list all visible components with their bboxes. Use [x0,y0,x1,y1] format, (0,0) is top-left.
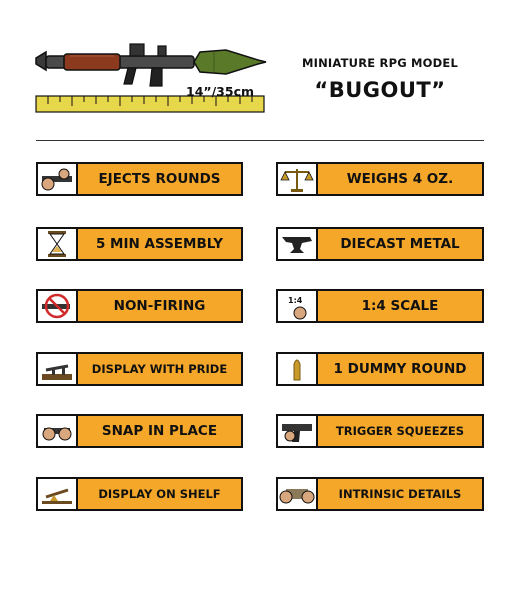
feature-diecast [276,227,484,261]
anvil-icon [278,229,318,259]
section-divider [36,140,484,141]
feature-label: 1:4 SCALE [361,298,439,314]
feature-label: NON-FIRING [113,298,206,314]
feature-label: DISPLAY WITH PRIDE [91,362,228,376]
feature-scale [276,289,484,323]
feature-label: DISPLAY ON SHELF [98,487,221,501]
scale-tag-icon [278,291,318,321]
feature-assembly [36,227,243,261]
shelf-icon [38,479,78,509]
feature-dummy-round [276,352,484,386]
no-firing-icon [38,291,78,321]
svg-text:1:4: 1:4 [288,296,303,305]
feature-weighs [276,162,484,196]
feature-non-firing [36,289,243,323]
display-stand-icon [38,354,78,384]
feature-label: SNAP IN PLACE [101,423,218,439]
bullet-icon [278,354,318,384]
feature-shelf [36,477,243,511]
feature-ejects-rounds [36,162,243,196]
snap-hands-icon [38,416,78,446]
feature-display-pride [36,352,243,386]
feature-label: DIECAST METAL [340,236,460,252]
balance-scale-icon [278,164,318,194]
detail-hands-icon [278,479,318,509]
feature-details [276,477,484,511]
trigger-icon [278,416,318,446]
hands-loading-icon [38,164,78,194]
feature-trigger [276,414,484,448]
feature-label: INTRINSIC DETAILS [338,487,462,501]
feature-snap [36,414,243,448]
feature-label: 1 DUMMY ROUND [333,361,467,377]
dimension-label: 14”/35cm [186,84,255,99]
product-title: “BUGOUT” [314,78,446,102]
hourglass-icon [38,229,78,259]
feature-label: 5 MIN ASSEMBLY [95,236,224,252]
feature-label: WEIGHS 4 OZ. [346,171,454,187]
feature-label: EJECTS ROUNDS [98,171,221,187]
feature-label: TRIGGER SQUEEZES [335,424,465,438]
product-subtitle: MINIATURE RPG MODEL [301,56,458,70]
